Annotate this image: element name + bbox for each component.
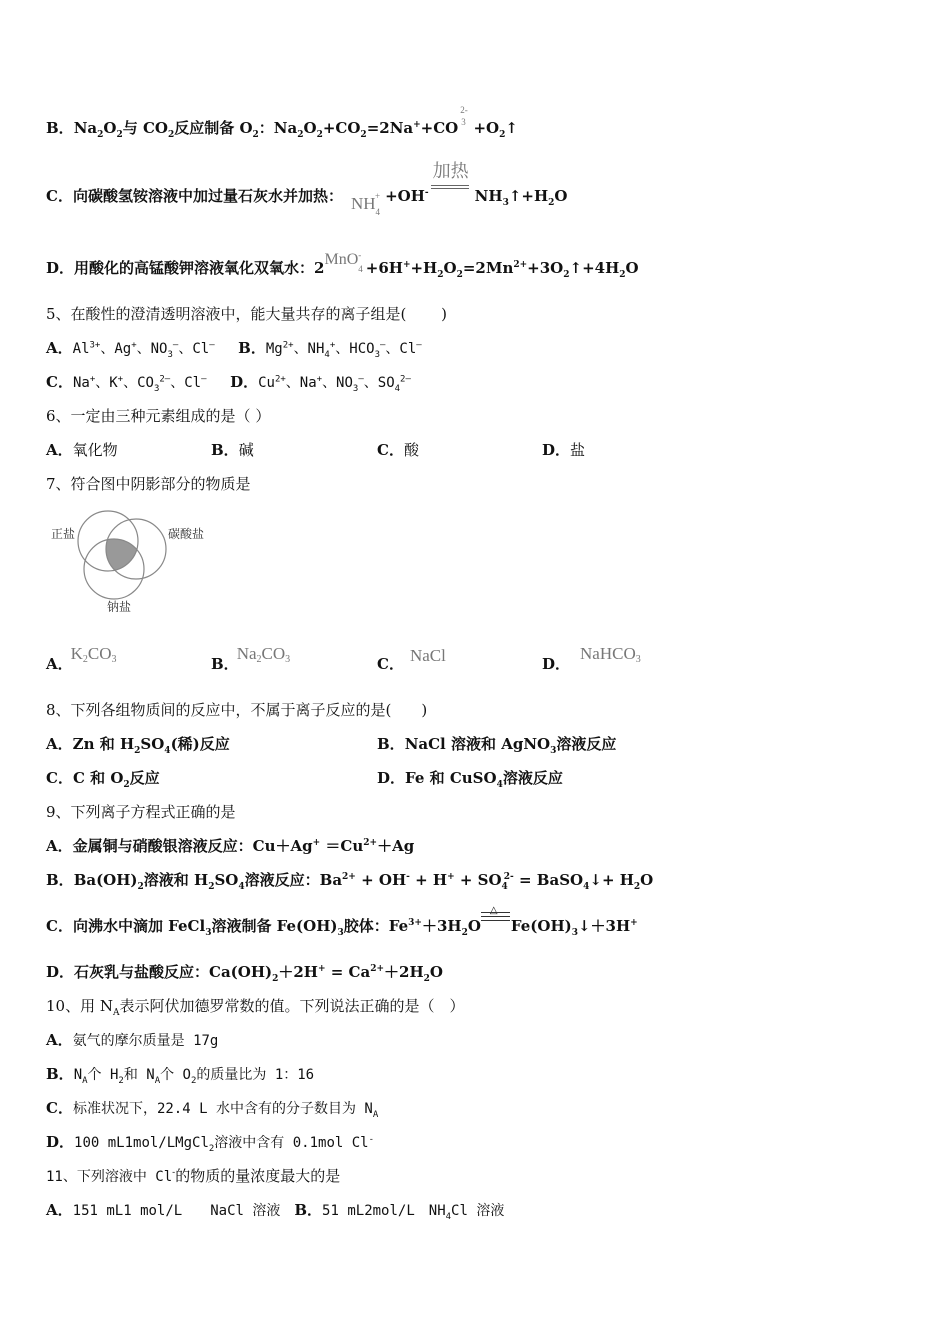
q6-option-b: B．碱: [211, 441, 254, 459]
q11-stem: 11、下列溶液中 Cl-的物质的量浓度最大的是: [46, 1167, 341, 1185]
permanganate-ion: MnO-$_4$: [324, 250, 363, 274]
q8-option-b: B．NaCl 溶液和 AgNO$_3$溶液反应: [377, 735, 617, 756]
q4-option-d: D．用酸化的高锰酸钾溶液氧化双氧水：$2MnO^-_4 +6H^++H_2O_2=2Mn^{2+}+3O_2↑+4H_2O$: [46, 250, 639, 280]
q10-stem: 10、用 $N_A$表示阿伏加德罗常数的值。下列说法正确的是（ ）: [46, 997, 465, 1018]
q10-option-d: D．100 mL1mol/LMgCl$_2$溶液中含有 0.1mol Cl-: [46, 1133, 375, 1154]
q8-option-a: A．Zn 和 $H_2SO_4$(稀)反应: [46, 735, 230, 756]
q7-option-a: A．K2CO3: [46, 644, 117, 673]
q7-option-d: D．NaHCO3: [542, 644, 641, 673]
q9-option-b: B．$Ba(OH)_2$溶液和 $H_2SO_4$溶液反应：$Ba^{2+} + OH^- + H^+ + SO_4^{2-}$ = BaSO$_4$↓+ $H_2O$: [46, 871, 654, 892]
venn-diagram: [46, 505, 216, 617]
ammonium-ion: $NH_4^+$: [350, 191, 381, 217]
q5-options-ab: A．$Al^{3+}$、Ag+、$NO_3^—$、Cl— B．$Mg^{2+}$、$NH_4^+$、$HCO_3^—$、Cl—: [46, 339, 422, 360]
venn-label-bottom: 钠盐: [107, 600, 132, 614]
q9-option-a: A．金属铜与硝酸银溶液反应：$Cu+Ag^+ =Cu^{2+}+Ag$: [46, 837, 415, 855]
q7-option-c: C． NaCl: [377, 646, 446, 673]
venn-label-right: 碳酸盐: [168, 527, 205, 541]
q4-option-b: B．$Na_2O_2$与 $CO_2$反应制备 $O_2$：$Na_2O_2+CO_2=2Na^++CO$ 2- 3 $+O_2↑$: [46, 105, 518, 140]
heating-condition: 加热: [431, 187, 473, 207]
venn-label-left: 正盐: [51, 527, 76, 541]
q9-option-c: C．向沸水中滴加 FeCl$_3$溶液制备 $Fe(OH)_3$胶体：$Fe^{3+}+3H_2O$ △ $Fe(OH)_3↓+3H^+$: [46, 905, 638, 938]
q6-option-d: D．盐: [542, 441, 586, 459]
q10-option-b: B．$N_A$个 $H_2$和 $N_A$个 $O_2$的质量比为 1：16: [46, 1065, 315, 1086]
carbonate-charge: 2- 3: [460, 105, 468, 127]
q8-option-c: C．C 和 $O_2$反应: [46, 769, 160, 790]
q7-stem: 7、符合图中阴影部分的物质是: [46, 475, 251, 493]
q9-option-d: D．石灰乳与盐酸反应：$Ca(OH)_2+2H^+ = Ca^{2+}+2H_2O$: [46, 963, 443, 984]
q7-option-b: B．Na2CO3: [211, 644, 291, 673]
q5-options-cd: C．Na+、K+、$CO_3^{2—}$、Cl— D．$Cu^{2+}$、Na+、$NO_3^—$、$SO_4^{2—}$: [46, 373, 411, 394]
heating-triangle-condition: △: [481, 917, 511, 937]
q11-options: A．151 mL1 mol/L NaCl 溶液 B．51 mL2mol/L $NH_4Cl$ 溶液: [46, 1201, 505, 1222]
q6-option-a: A．氧化物: [46, 441, 118, 459]
q6-option-c: C．酸: [377, 441, 419, 459]
q10-option-c: C．标准状况下，22.4 L 水中含有的分子数目为 $N_A$: [46, 1099, 379, 1120]
q6-stem: 6、一定由三种元素组成的是（ ）: [46, 407, 271, 425]
q5-stem: 5、在酸性的澄清透明溶液中，能大量共存的离子组是( ): [46, 305, 448, 323]
q8-stem: 8、下列各组物质间的反应中，不属于离子反应的是( ): [46, 701, 428, 719]
q4-option-c: C．向碳酸氢铵溶液中加过量石灰水并加热： $NH_4^+ +OH^-$ 加热 $NH_3↑+H_2O$: [46, 161, 568, 217]
q8-option-d: D．Fe 和 CuSO$_4$溶液反应: [377, 769, 563, 790]
q10-option-a: A．氨气的摩尔质量是 17g: [46, 1031, 219, 1049]
q9-stem: 9、下列离子方程式正确的是: [46, 803, 236, 821]
